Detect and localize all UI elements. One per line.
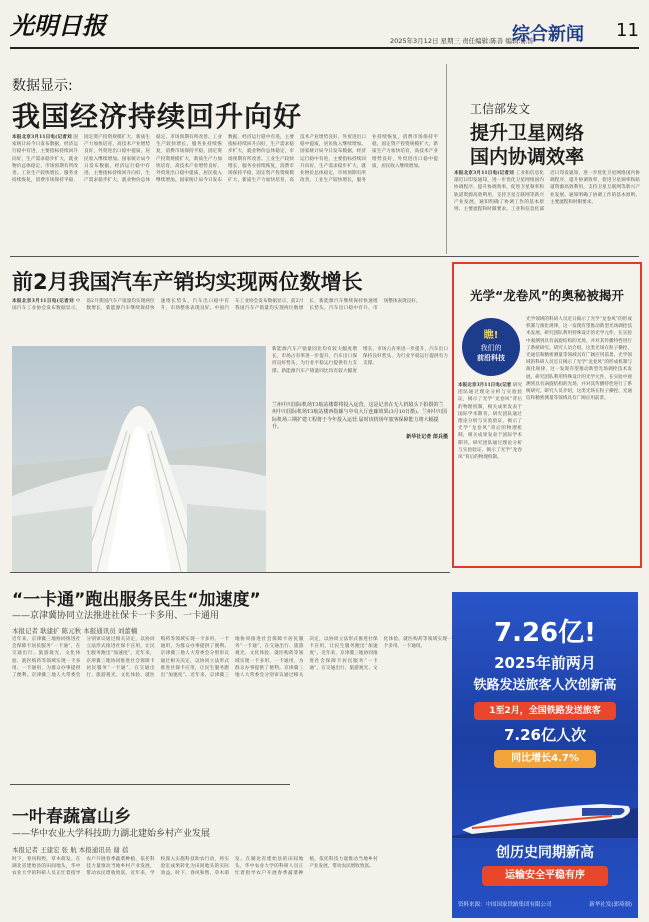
dragon-badge-line2: 前沿科技 bbox=[477, 354, 505, 362]
auto-body-lower bbox=[272, 346, 448, 398]
veg-body bbox=[12, 856, 452, 918]
dragon-badge bbox=[462, 318, 520, 376]
auto-dateline: 本报北京3月11日电(记者刘 bbox=[12, 299, 74, 304]
ad-line1: 2025年前两月 bbox=[494, 654, 596, 672]
ad-line4: 运输安全平稳有序 bbox=[482, 866, 608, 886]
card-title: “一卡通”跑出服务民生“加速度” bbox=[12, 590, 261, 610]
airport-terminal-image bbox=[12, 346, 266, 572]
section-title: 综合新闻 bbox=[512, 24, 584, 45]
section-rule-1 bbox=[10, 256, 639, 257]
ad-footer-left: 资料来源：中国国家铁路集团有限公司 bbox=[458, 902, 552, 908]
dragon-body-left-text: 研究团队通过理论分析与实验验证，揭示了光学“龙卷风”背后的物理机制，相关成果发表于国际学术期刊。研究团队通过理论分析与实验验证，揭示了光学“龙卷风”背后的物理机制，相关成果发表于国际学术期刊。研究团队通过理论分析与实验验证，揭示了光学“龙卷风”背后的物理机制。 bbox=[458, 383, 522, 461]
airport-caption-text: 兰州中川国际机场T3航站楼即将投入运营。这是记者在无人机镜头下拍摄的兰州中川国际机场T3航站楼西指廊与中央大厅连廊效果(3月10日摄)。兰州中川国际机场三期扩建工程将于今年投入运营,届时该机场年旅客保障能力将大幅提升。 bbox=[272, 402, 447, 431]
miit-body bbox=[454, 170, 640, 248]
ad-pill: 1至2月，全国铁路发送旅客 bbox=[474, 702, 616, 720]
lead-dateline: 本报北京3月11日电(记者刘 bbox=[12, 135, 72, 140]
miit-kicker: 工信部发文 bbox=[470, 102, 531, 116]
veg-byline: 本报记者 王建宏 张 航 本报通讯员 谢 蓓 bbox=[12, 846, 129, 854]
ad-footer-right: 新华社发(郭琦制) bbox=[589, 902, 632, 908]
card-body-text: 近年来，京津冀三地协同推进社会保障卡居民服务“一卡通”，在交通出行、旅游观光、文化体验、就医购药等领域实现一卡多用、一卡通用，为群众办事提供了便利。京津冀三地人大常委会分别审议通过相关决定，以协同立法形式推进社保卡应用，让民生服务跑出“加速度”。近年来，京津冀三地协同推进社会保障卡居民服务“一卡通”，在交通出行、旅游观光、文化体验、就医购药等领域实现一卡多用、一卡通用，为群众办事提供了便利。京津冀三地人大常委会分别审议通过相关决定，以协同立法形式推进社保卡应用，让民生服务跑出“加速度”。近年来，京津冀三地协同推进社会保障卡居民服务“一卡通”，在交通出行、旅游观光、文化体验、就医购药等领域实现一卡多用、一卡通用，为群众办事提供了便利。京津冀三地人大常委会分别审议通过相关决定，以协同立法形式推进社保卡应用，让民生服务跑出“加速度”。近年来，京津冀三地协同推进社会保障卡居民服务“一卡通”，在交通出行、旅游观光、文化体验、就医购药等领域实现一卡多用、一卡通用。 bbox=[12, 637, 452, 679]
miit-title-line1: 提升卫星网络 bbox=[470, 122, 585, 144]
masthead-date: 2025年3月12日 星期三 责任编辑:陈善 编辑:陈善 bbox=[390, 37, 534, 45]
miit-title-line2: 国内协调效率 bbox=[470, 146, 585, 168]
dragon-title: 光学“龙卷风”的奥秘被揭开 bbox=[470, 288, 624, 303]
railway-infographic bbox=[452, 592, 638, 918]
card-subtitle: ——京津冀协同立法推进社保卡一卡多用、一卡通用 bbox=[12, 611, 220, 621]
ad-line3: 创历史同期新高 bbox=[496, 845, 594, 861]
airport-caption bbox=[272, 402, 448, 522]
auto-title: 前2月我国汽车产销均实现两位数增长 bbox=[12, 270, 363, 294]
ad-big-number: 7.26亿! bbox=[493, 618, 596, 648]
veg-body-text: 时下，春风和煦，草木萌发。在湖北省建始县的田间地头，华中农业大学的科研人员正忙着指导农户开展春季蔬菜种植，依托科技力量推动当地乡村产业发展，带动农民增收致富。近年来，学校深入实施科技助农行动，将实验室成果转化为田间地头的实际效益。时下，春风和煦，草木萌发。在湖北省建始县的田间地头，华中农业大学的科研人员正忙着指导农户开展春季蔬菜种植，依托科技力量推动当地乡村产业发展，带动农民增收致富。 bbox=[12, 857, 378, 877]
auto-body-lower-text: 新能源汽车产销量同比均有较大幅度增长，市场占有率进一步提升，汽车出口保持良好势头，为行业平稳运行提供有力支撑。新能源汽车产销量同比均有较大幅度增长，市场占有率进一步提升，汽车出口保持良好势头，为行业平稳运行提供有力支撑。 bbox=[272, 347, 448, 374]
veg-title: 一叶春蔬富山乡 bbox=[12, 807, 131, 827]
train-illustration bbox=[452, 778, 638, 838]
dragon-badge-line1: 我们的 bbox=[480, 344, 502, 352]
dragon-body-right bbox=[526, 316, 632, 562]
dragon-badge-small: 瞧! bbox=[483, 330, 499, 341]
card-byline: 本报记者 耿建扩 陈元秋 本报通讯员 刘蕾楠 bbox=[12, 627, 138, 635]
veg-subtitle: ——华中农业大学科技助力湖北建始乡村产业发展 bbox=[12, 829, 211, 839]
masthead-rule bbox=[10, 47, 639, 49]
auto-body bbox=[12, 298, 452, 342]
page-number: 11 bbox=[616, 20, 639, 41]
section-rule-2 bbox=[10, 572, 450, 573]
airport-caption-credit: 新华社记者 郎兵摄 bbox=[406, 433, 448, 440]
dragon-body-left bbox=[458, 382, 522, 562]
card-body bbox=[12, 636, 452, 776]
ad-stat: 7.26亿人次 bbox=[503, 726, 586, 744]
masthead-logo: 光明日报 bbox=[10, 11, 106, 40]
lead-body-text: 国家统计局今日发布数据，经济运行稳中有进，主要指标持续回升向好，生产需求稳步扩大，就业物价总体稳定，市场预期有所改善。工业生产较快增长，服务业持续恢复，消费市场保持平稳，固定资产投资规模扩大，新质生产力加快培育，高技术产业增势良好，外贸进出口稳中提质，居民收入继续增加。国家统计局今日发布数据，经济运行稳中有进，主要指标持续回升向好，生产需求稳步扩大，就业物价总体稳定，市场预期有所改善。工业生产较快增长，服务业持续恢复，消费市场保持平稳，固定资产投资规模扩大，新质生产力加快培育，高技术产业增势良好，外贸进出口稳中提质，居民收入继续增加。国家统计局今日发布数据，经济运行稳中有进，主要指标持续回升向好，生产需求稳步扩大，就业物价总体稳定，市场预期有所改善。工业生产较快增长，服务业持续恢复，消费市场保持平稳，固定资产投资规模扩大，新质生产力加快培育，高技术产业增势良好，外贸进出口稳中提质，居民收入继续增加。国家统计局今日发布数据，经济运行稳中有进，主要指标持续回升向好，生产需求稳步扩大，就业物价总体稳定，市场预期有所改善。工业生产较快增长，服务业持续恢复，消费市场保持平稳，固定资产投资规模扩大，新质生产力加快培育，高技术产业增势良好，外贸进出口稳中提质，居民收入继续增加。 bbox=[12, 135, 438, 184]
section-rule-3 bbox=[10, 784, 290, 785]
lead-body bbox=[12, 134, 438, 244]
auto-body-text: 中国汽车工业协会发布数据显示，前2月我国汽车产销量均实现两位数增长，新能源汽车继续保持快速增长势头，汽车出口稳中有升，市场整体表现良好。中国汽车工业协会发布数据显示，前2月我国汽车产销量均实现两位数增长，新能源汽车继续保持快速增长势头，汽车出口稳中有升，市场整体表现良好。 bbox=[12, 299, 421, 312]
dragon-dateline: 本报北京3月11日电(记者 bbox=[458, 383, 512, 388]
column-divider bbox=[446, 64, 447, 254]
dragon-body-right-text: 光学领域的科研人员近日揭示了光学“龙卷风”的形成机制与演化规律，这一发现有望推动新型光场调控技术发展。研究团队利用特殊设计的光学元件，在实验中观测到具有涡旋结构的光场，并对其传播特性进行了系统研究。研究人员介绍，这类光场在粒子操控、光通信和精密测量等领域具有广阔应用前景。光学领域的科研人员近日揭示了光学“龙卷风”的形成机制与演化规律，这一发现有望推动新型光场调控技术发展。研究团队利用特殊设计的光学元件，在实验中观测到具有涡旋结构的光场，并对其传播特性进行了系统研究。研究人员介绍，这类光场在粒子操控、光通信和精密测量等领域具有广阔应用前景。 bbox=[526, 317, 632, 402]
ad-growth: 同比增长4.7% bbox=[494, 750, 596, 768]
airport-photo bbox=[12, 346, 266, 572]
lead-title: 我国经济持续回升向好 bbox=[12, 100, 303, 133]
lead-kicker: 数据显示: bbox=[12, 78, 73, 94]
miit-body-text: 工业和信息化部近日印发通知，进一步优化卫星网络国内协调程序，提升协调效率，促进卫星频率和轨道资源高效利用，支持卫星互联网等新兴产业发展。通知明确了协调工作的基本原则、主要流程和时限要求。工业和信息化部近日印发通知，进一步优化卫星网络国内协调程序，提升协调效率，促进卫星频率和轨道资源高效利用，支持卫星互联网等新兴产业发展。通知明确了协调工作的基本原则、主要流程和时限要求。 bbox=[454, 171, 640, 213]
miit-dateline: 本报北京3月11日电(记者刘 bbox=[454, 171, 514, 176]
ad-line2: 铁路发送旅客人次创新高 bbox=[473, 678, 617, 693]
